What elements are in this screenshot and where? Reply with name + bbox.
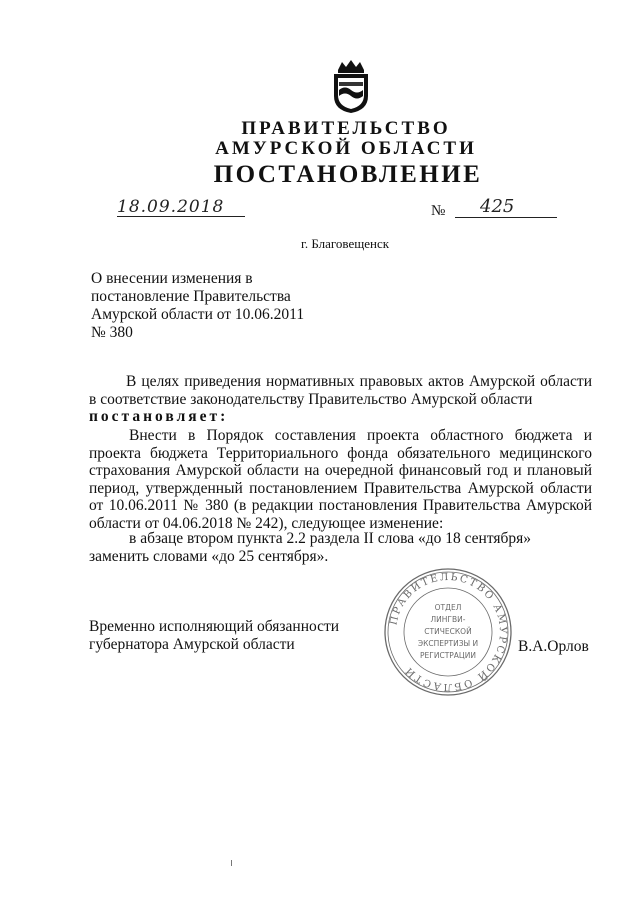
position-line: губернатора Амурской области [89, 635, 295, 653]
change-paragraph [89, 530, 592, 565]
seal-center-line: ЭКСПЕРТИЗЫ И [417, 639, 479, 648]
document-subject [91, 270, 304, 342]
official-seal-icon [382, 566, 514, 698]
change-paragraph-text: в абзаце втором пункта 2.2 раздела II слова «до 18 сентября» заменить словами «до 25 сентября». [89, 530, 532, 565]
number-label: № [431, 203, 446, 219]
signatory-position [89, 618, 339, 653]
document-type-title: ПОСТАНОВЛЕНИЕ [213, 161, 483, 188]
resolves-word: постановляет: [89, 408, 229, 425]
main-paragraph [89, 427, 592, 532]
government-title: ПРАВИТЕЛЬСТВО [241, 118, 451, 139]
seal-center-line: РЕГИСТРАЦИИ [420, 651, 476, 660]
city-name: г. Благовещенск [300, 236, 390, 251]
number-underline [455, 216, 557, 218]
region-title: АМУРСКОЙ ОБЛАСТИ [215, 138, 477, 159]
document-number: 425 [480, 196, 515, 217]
position-line: Временно исполняющий обязанности [89, 618, 340, 635]
seal-ring-text: ПРАВИТЕЛЬСТВО АМУРСКОЙ ОБЛАСТИ [388, 571, 509, 693]
document-date: 18.09.2018 [117, 197, 225, 217]
seal-center-line: ОТДЕЛ [434, 603, 462, 612]
seal-center-line: СТИЧЕСКОЙ [424, 627, 472, 636]
subject-line: постановление Правительства [91, 288, 291, 305]
preamble-paragraph: В целях приведения нормативных правовых актов Амурской области в соответствие законодательству Правительство Амурской области [89, 373, 592, 408]
date-underline [117, 215, 245, 217]
main-paragraph-text: Внести в Порядок составления проекта областного бюджета и проекта бюджета Территориального фонда обязательного медицинского страхования Амурской области на очередной финансовый год и плановый период, утвержденный постановлением Правительства Амурской области от 10.06.2011 № 380 (в редакции постановления Правительства Амурской области от 04.06.2018 № 242), следующее изменение: [89, 427, 592, 532]
subject-line: № 380 [91, 324, 133, 341]
signatory-name: В.А.Орлов [518, 638, 589, 655]
subject-line: Амурской области от 10.06.2011 [91, 306, 305, 323]
preamble-block [89, 373, 592, 426]
coat-of-arms-icon [328, 58, 374, 114]
subject-line: О внесении изменения в [91, 270, 253, 287]
scan-artifact [231, 860, 232, 866]
seal-center-line: ЛИНГВИ- [430, 615, 466, 624]
